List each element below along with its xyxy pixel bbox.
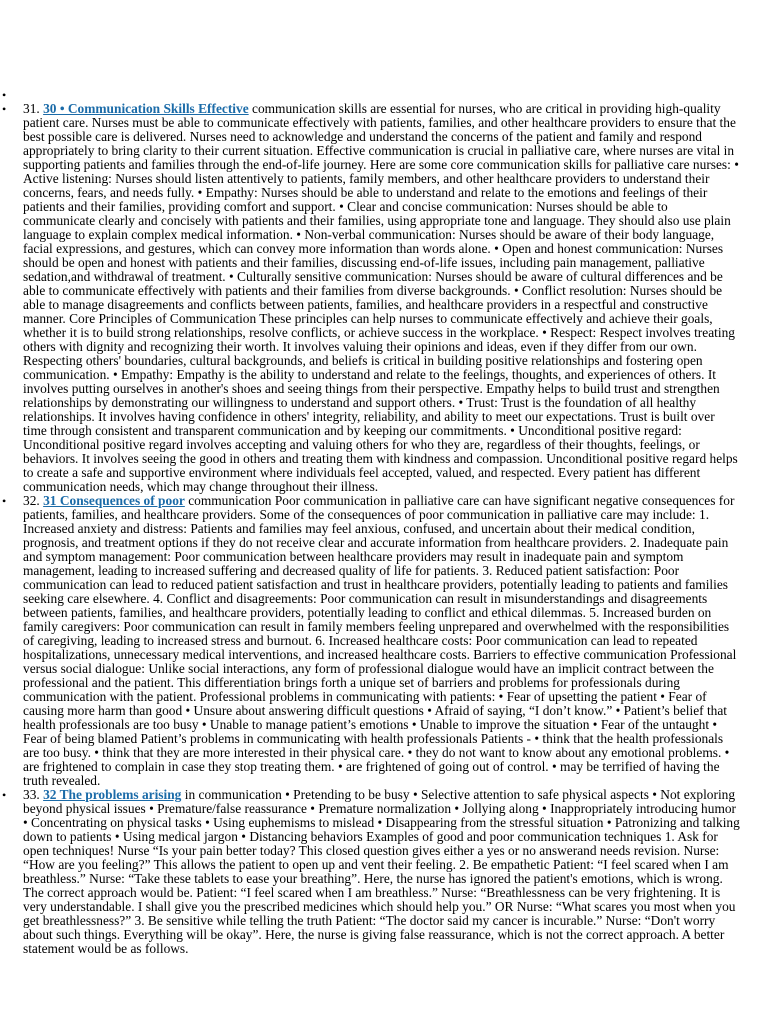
bullet-icon: • [2,494,7,508]
item-body-text: communication skills are essential for nurses, who are critical in providing high-quality patient care. Nurses must be able to communicate effectively with patients, families, and other healthcare providers to ensure that the best possible care is delivered. Nurses need to acknowledge and understand the concerns of the patient and family and respond appropriately to bring clarity to their current situation. Effective communication is crucial in palliative care, where nurses are vital in supporting patients and families through the end-of-life journey. Here are some core communication skills for palliative care nurses: • Active listening: Nurses should listen attentively to patients, family members, and other healthcare providers to understand their concerns, fears, and needs fully. • Empathy: Nurses should be able to understand and relate to the emotions and feelings of their patients and their families, providing comfort and support. • Clear and concise communication: Nurses should be able to communicate clearly and concisely with patients and their families, using appropriate tone and language. They should also use plain language to explain complex medical information. • Non-verbal communication: Nurses should be aware of their body language, facial expressions, and gestures, which can convey more information than words alone. • Open and honest communication: Nurses should be open and honest with patients and their families, discussing end-of-life issues, including pain management, palliative sedation,and withdrawal of treatment. • Culturally sensitive communication: Nurses should be aware of cultural differences and be able to communicate effectively with patients and their families from diverse backgrounds. • Conflict resolution: Nurses should be able to manage disagreements and conflicts between patients, families, and healthcare providers in a respectful and constructive manner. Core Principles of Communication These principles can help nurses to communicate effectively and achieve their goals, whether it is to build strong relationships, resolve conflicts, or achieve success in the workplace. • Respect: Respect involves treating others with dignity and recognizing their worth. It involves valuing their opinions and ideas, even if they differ from our own. Respecting others' boundaries, cultural backgrounds, and beliefs is critical in building positive relationships and fostering open communication. • Empathy: Empathy is the ability to understand and relate to the feelings, thoughts, and experiences of others. It involves putting ourselves in another's shoes and seeing things from their perspective. Empathy helps to build trust and strengthen relationships by demonstrating our willingness to understand and support others. • Trust: Trust is the foundation of all healthy relationships. It involves having confidence in others' integrity, reliability, and ability to meet our expectations. Trust is built over time through consistent and transparent communication and by keeping our commitments. • Unconditional positive regard: Unconditional positive regard involves accepting and valuing others for who they are, regardless of their thoughts, feelings, or behaviors. It involves seeing the good in others and treating them with kindness and compassion. Unconditional positive regard helps to create a safe and supportive environment where individuals feel accepted, valued, and respected. Every patient has different communication needs, which may change throughout their illness. [23,101,739,494]
bullet-icon: • [2,788,7,802]
item-number: 33. [23,787,40,802]
bullet-icon: • [2,102,7,116]
item-body-text: in communication • Pretending to be busy • Selective attention to safe physical aspects • Not exploring beyond physical issues • Premature/false reassurance • Premature normalization • Jollying along • Inappropriately introducing humor • Concentrating on physical tasks • Using euphemisms to mislead • Disappearing from the stressful situation • Patronizing and talking down to patients • Using medical jargon • Distancing behaviors Examples of good and poor communication techniques 1. Ask for open techniques! Nurse “Is your pain better today? This closed question gives either a yes or no answerand needs revision. Nurse: “How are you feeling?” This allows the patient to open up and vent their feeling. 2. Be empathetic Patient: “I feel scared when I am breathless.” Nurse: “Take these tablets to ease your breathing”. Here, the nurse has ignored the patient's emotions, which is wrong. The correct approach would be. Patient: “I feel scared when I am breathless.” Nurse: “Breathlessness can be very frightening. It is very understandable. I shall give you the prescribed medicines which should help you.” OR Nurse: “What scares you most when you get breathlessness?” 3. Be sensitive while telling the truth Patient: “The doctor said my cancer is incurable.” Nurse: “Don't worry about such things. Everything will be okay”. Here, the nurse is giving false reassurance, which is not the correct approach. A better statement would be as follows. [23,787,740,956]
list-item-33 [0,788,768,956]
empty-list-item [0,88,768,102]
item-body-text: communication Poor communication in palliative care can have significant negative consequences for patients, families, and healthcare providers. Some of the consequences of poor communication in palliative care may include: 1. Increased anxiety and distress: Patients and families may feel anxious, confused, and uncertain about their medical condition, prognosis, and treatment options if they do not receive clear and accurate information from healthcare providers. 2. Inadequate pain and symptom management: Poor communication between healthcare providers may result in inadequate pain and symptom management, leading to increased suffering and decreased quality of life for patients. 3. Reduced patient satisfaction: Poor communication can lead to reduced patient satisfaction and trust in healthcare providers, potentially leading to patients and families seeking care elsewhere. 4. Conflict and disagreements: Poor communication can result in misunderstandings and disagreements between patients, families, and healthcare providers, potentially leading to conflict and ethical dilemmas. 5. Increased burden on family caregivers: Poor communication can result in family members feeling unprepared and overwhelmed with the responsibilities of caregiving, leading to increased stress and burnout. 6. Increased healthcare costs: Poor communication can lead to repeated hospitalizations, unnecessary medical interventions, and increased healthcare costs. Barriers to effective communication Professional versus social dialogue: Unlike social interactions, any form of professional dialogue would have an implicit contract between the professional and the patient. This differentiation brings forth a unique set of barriers and problems for professionals during communication with the patient. Professional problems in communicating with patients: • Fear of upsetting the patient • Fear of causing more harm than good • Unsure about answering difficult questions • Afraid of saying, “I don’t know.” • Patient’s belief that health professionals are too busy • Unable to manage patient’s emotions • Unable to improve the situation • Fear of the untaught • Fear of being blamed Patient’s problems in communicating with health professionals Patients - • think that the health professionals are too busy. • think that they are more interested in their physical care. • they do not want to know about any emotional problems. • are frightened to complain in case they stop treating them. • are frightened of going out of control. • may be terrified of having the truth revealed. [23,493,737,788]
document-page [0,88,768,956]
section-link-consequences-of-poor[interactable]: 31 Consequences of poor [43,493,185,508]
item-number: 31. [23,101,40,116]
list-item-32 [0,494,768,788]
section-link-communication-skills[interactable]: 30 • Communication Skills Effective [43,101,249,116]
item-number: 32. [23,493,40,508]
numbered-list [0,88,768,956]
section-link-problems-arising[interactable]: 32 The problems arising [43,787,182,802]
bullet-icon: • [2,88,7,102]
list-item-31 [0,102,768,494]
